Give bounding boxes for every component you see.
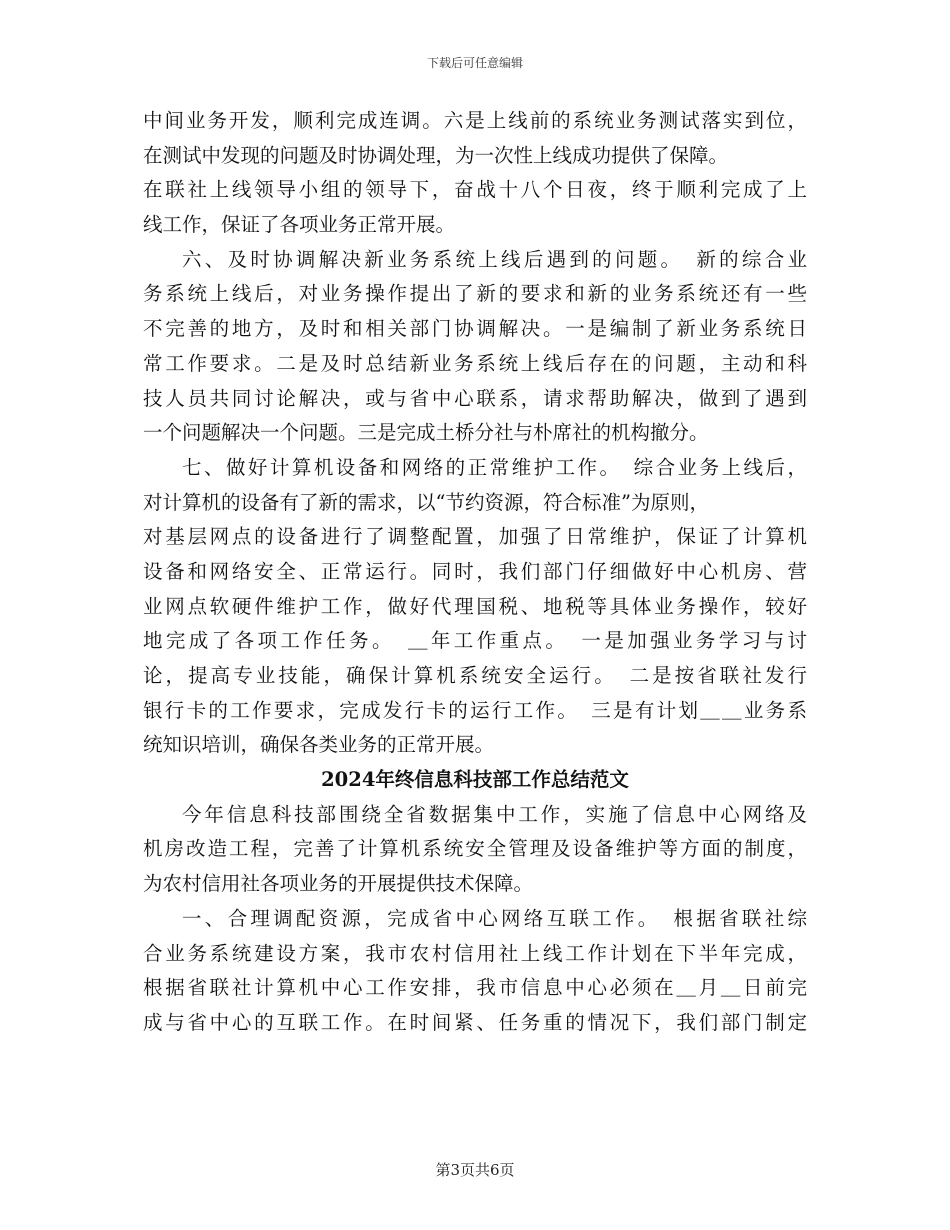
text-line: 线工作，保证了各项业务正常开展。 <box>143 213 456 237</box>
text-line: 七、做好计算机设备和网络的正常维护工作。 综合业务上线后， <box>182 455 807 479</box>
text-line: 一、合理调配资源，完成省中心网络互联工作。 根据省联社综 <box>182 906 807 930</box>
text-line: 银行卡的工作要求，完成发行卡的运行工作。 三是有计划＿＿业务系 <box>143 698 807 722</box>
text-line: 务系统上线后，对业务操作提出了新的要求和新的业务系统还有一些 <box>143 282 807 306</box>
text-line: 地完成了各项工作任务。 ＿年工作重点。 一是加强业务学习与讨 <box>143 629 807 653</box>
text-line: 技人员共同讨论解决，或与省中心联系，请求帮助解决，做到了遇到 <box>143 386 807 410</box>
text-line: 在测试中发现的问题及时协调处理，为一次性上线成功提供了保障。 <box>143 143 729 167</box>
page-footer: 第3页共6页 <box>435 1161 515 1179</box>
text-line: 业网点软硬件维护工作，做好代理国税、地税等具体业务操作，较好 <box>143 594 807 618</box>
text-line: 机房改造工程，完善了计算机系统安全管理及设备维护等方面的制度， <box>143 837 807 861</box>
document-body <box>143 104 807 1041</box>
text-line: 对基层网点的设备进行了调整配置，加强了日常维护，保证了计算机 <box>143 525 807 549</box>
text-line: 今年信息科技部围绕全省数据集中工作，实施了信息中心网络及 <box>182 802 807 826</box>
text-line: 不完善的地方，及时和相关部门协调解决。一是编制了新业务系统日 <box>143 317 807 341</box>
text-line: 统知识培训，确保各类业务的正常开展。 <box>143 733 495 757</box>
text-line: 为农村信用社各项业务的开展提供技术保障。 <box>143 872 534 896</box>
section-title: 2024年终信息科技部工作总结范文 <box>321 768 629 792</box>
text-line: 六、及时协调解决新业务系统上线后遇到的问题。 新的综合业 <box>182 247 807 271</box>
text-line: 成与省中心的互联工作。在时间紧、任务重的情况下，我们部门制定 <box>143 1010 807 1034</box>
page-header: 下载后可任意编辑 <box>426 56 523 70</box>
text-line: 对计算机的设备有了新的需求，以“节约资源，符合标准”为原则， <box>143 490 709 514</box>
text-line: 论，提高专业技能，确保计算机系统安全运行。 二是按省联社发行 <box>143 664 807 687</box>
text-line: 常工作要求。二是及时总结新业务系统上线后存在的问题，主动和科 <box>143 351 807 375</box>
text-line: 中间业务开发，顺利完成连调。六是上线前的系统业务测试落实到位， <box>143 109 807 132</box>
text-line: 根据省联社计算机中心工作安排，我市信息中心必须在＿月＿日前完 <box>143 976 807 1000</box>
text-line: 合业务系统建设方案，我市农村信用社上线工作计划在下半年完成， <box>143 941 807 965</box>
text-line: 在联社上线领导小组的领导下，奋战十八个日夜，终于顺利完成了上 <box>143 178 807 202</box>
text-line: 一个问题解决一个问题。三是完成土桥分社与朴席社的机构撤分。 <box>143 421 709 445</box>
text-line: 设备和网络安全、正常运行。同时，我们部门仔细做好中心机房、营 <box>143 559 807 583</box>
